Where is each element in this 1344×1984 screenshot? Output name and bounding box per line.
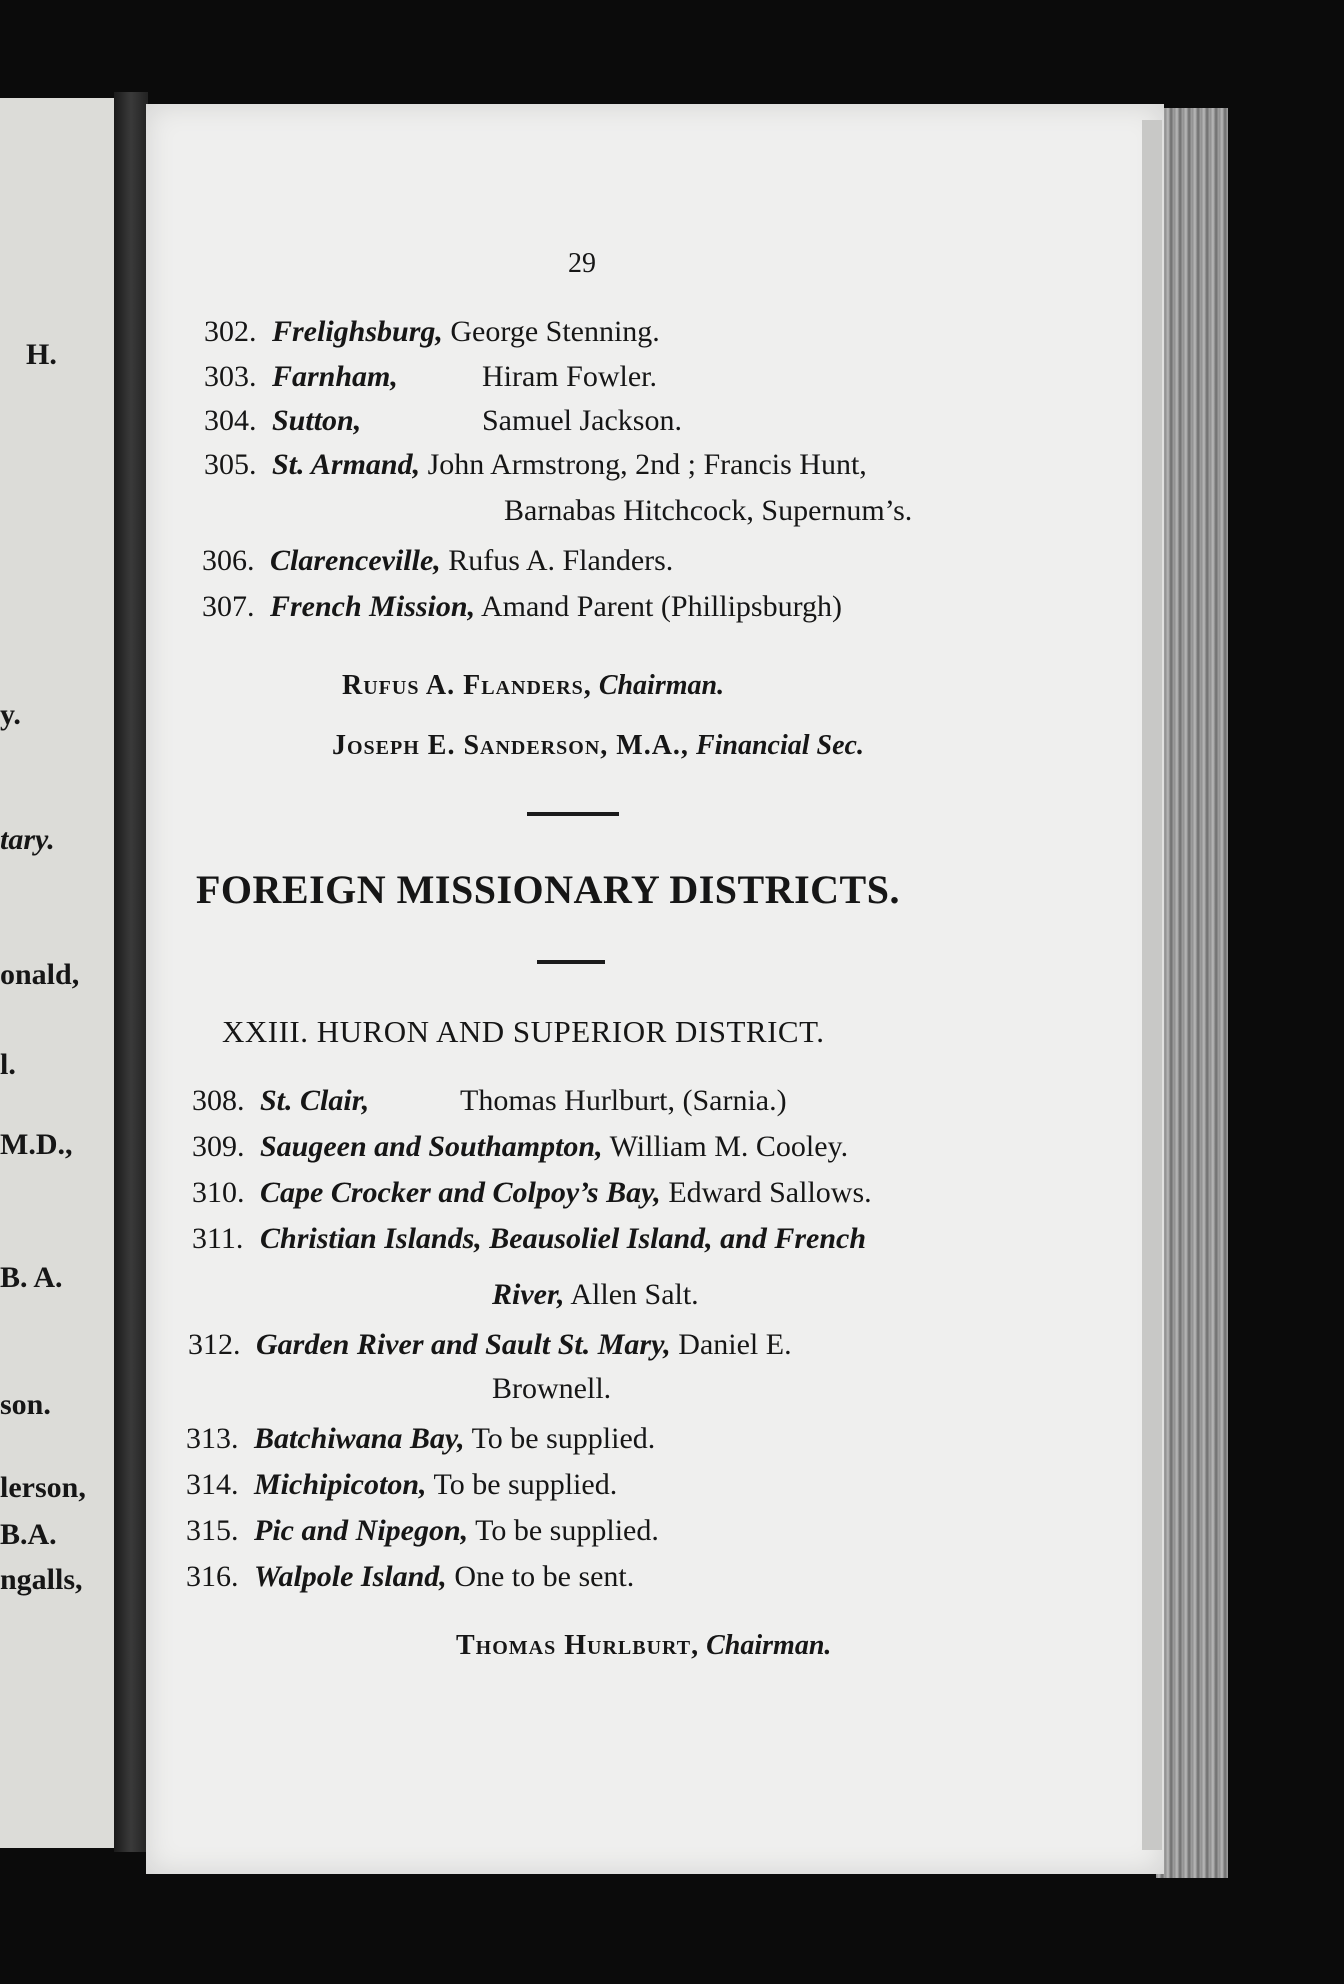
entry-text: To be supplied.	[475, 1514, 659, 1547]
page-number: 29	[568, 248, 596, 279]
entry-place: Walpole Island,	[254, 1560, 447, 1593]
list-item	[192, 1086, 787, 1116]
left-fragment: l.	[0, 1048, 16, 1081]
page-stack-edge	[1156, 108, 1228, 1878]
entry-text: To be supplied.	[471, 1422, 656, 1455]
list-item	[202, 592, 842, 622]
entry-text: One to be sent.	[454, 1560, 635, 1593]
signature-financial-secretary	[332, 732, 864, 760]
entry-place: Michipicoton,	[254, 1468, 427, 1501]
entry-continuation	[492, 1280, 699, 1310]
entry-text: Edward Sallows.	[668, 1176, 872, 1209]
left-fragment: lerson,	[0, 1471, 86, 1504]
entry-number: 309.	[192, 1130, 245, 1163]
left-fragment: y.	[0, 698, 21, 731]
entry-number: 315.	[186, 1514, 239, 1547]
entry-place: Saugeen and Southampton,	[260, 1130, 603, 1163]
entry-number: 307.	[202, 590, 255, 623]
entry-place: Garden River and Sault St. Mary,	[256, 1328, 671, 1361]
entry-text: Daniel E.	[678, 1328, 792, 1361]
list-item	[192, 1132, 848, 1162]
list-item	[186, 1470, 617, 1500]
signature-name: Thomas Hurlburt,	[456, 1630, 700, 1661]
entry-number: 310.	[192, 1176, 245, 1209]
left-fragment: son.	[0, 1388, 51, 1421]
list-item	[204, 450, 867, 480]
entry-place: French Mission,	[270, 590, 476, 623]
left-fragment: M.D.,	[0, 1128, 73, 1161]
left-fragment: B.A.	[0, 1518, 57, 1551]
signature-role: Financial Sec.	[695, 730, 864, 761]
signature-chairman	[456, 1632, 831, 1660]
signature-role: Chairman.	[598, 670, 725, 701]
list-item	[202, 546, 673, 576]
entry-number: 302.	[204, 315, 257, 348]
entry-place: Farnham,	[272, 360, 398, 393]
list-item	[204, 317, 660, 347]
entry-number: 308.	[192, 1084, 245, 1117]
entry-number: 305.	[204, 448, 257, 481]
entry-place: Pic and Nipegon,	[254, 1514, 469, 1547]
entry-text: Amand Parent (Phillipsburgh)	[480, 590, 843, 623]
entry-place: St. Clair,	[260, 1084, 370, 1117]
entry-number: 316.	[186, 1560, 239, 1593]
entry-place: Christian Islands, Beausoliel Island, and French	[260, 1222, 867, 1255]
entry-continuation: Brownell.	[492, 1372, 612, 1405]
section-rule	[537, 960, 605, 964]
signature-chairman	[342, 672, 724, 700]
book-gutter	[114, 92, 148, 1852]
entry-text: Samuel Jackson.	[482, 404, 682, 437]
list-item	[186, 1562, 634, 1592]
entry-place: Frelighsburg,	[272, 315, 443, 348]
entry-text: Allen Salt.	[570, 1278, 699, 1311]
entry-number: 304.	[204, 404, 257, 437]
list-item	[204, 362, 657, 392]
entry-place: St. Armand,	[272, 448, 421, 481]
entry-text: John Armstrong, 2nd ; Francis Hunt,	[427, 448, 867, 481]
list-item	[186, 1516, 659, 1546]
entry-text: To be supplied.	[433, 1468, 618, 1501]
entry-text: Rufus A. Flanders.	[448, 544, 674, 577]
entry-place: River,	[492, 1278, 565, 1311]
entry-place: Sutton,	[272, 404, 362, 437]
signature-name: Rufus A. Flanders,	[342, 670, 592, 701]
entry-number: 303.	[204, 360, 257, 393]
left-fragment: tary.	[0, 823, 55, 856]
list-item	[192, 1178, 872, 1208]
list-item	[188, 1330, 792, 1360]
left-fragment: H.	[26, 338, 57, 371]
section-rule	[527, 812, 619, 816]
district-heading: XXIII. HURON AND SUPERIOR DISTRICT.	[222, 1014, 825, 1049]
entry-number: 311.	[192, 1222, 244, 1255]
entry-text: William M. Cooley.	[609, 1130, 849, 1163]
entry-text: Thomas Hurlburt, (Sarnia.)	[460, 1084, 787, 1117]
entry-text: Hiram Fowler.	[482, 360, 657, 393]
entry-text: George Stenning.	[450, 315, 660, 348]
entry-continuation: Barnabas Hitchcock, Supernum’s.	[504, 494, 913, 527]
entry-number: 314.	[186, 1468, 239, 1501]
entry-number: 306.	[202, 544, 255, 577]
signature-name: Joseph E. Sanderson, M.A.,	[332, 730, 689, 761]
left-fragment: ngalls,	[0, 1563, 83, 1596]
signature-role: Chairman.	[706, 1630, 832, 1661]
section-heading: FOREIGN MISSIONARY DISTRICTS.	[196, 867, 900, 912]
entry-number: 313.	[186, 1422, 239, 1455]
left-fragment: B. A.	[0, 1261, 63, 1294]
list-item	[204, 406, 682, 436]
entry-place: Clarenceville,	[270, 544, 441, 577]
entry-place: Batchiwana Bay,	[254, 1422, 465, 1455]
entry-number: 312.	[188, 1328, 241, 1361]
page-edge-shadow	[1142, 120, 1162, 1850]
entry-place: Cape Crocker and Colpoy’s Bay,	[260, 1176, 661, 1209]
left-page-fragment	[0, 98, 118, 1848]
list-item	[186, 1424, 655, 1454]
list-item	[192, 1224, 866, 1254]
left-fragment: onald,	[0, 958, 80, 991]
